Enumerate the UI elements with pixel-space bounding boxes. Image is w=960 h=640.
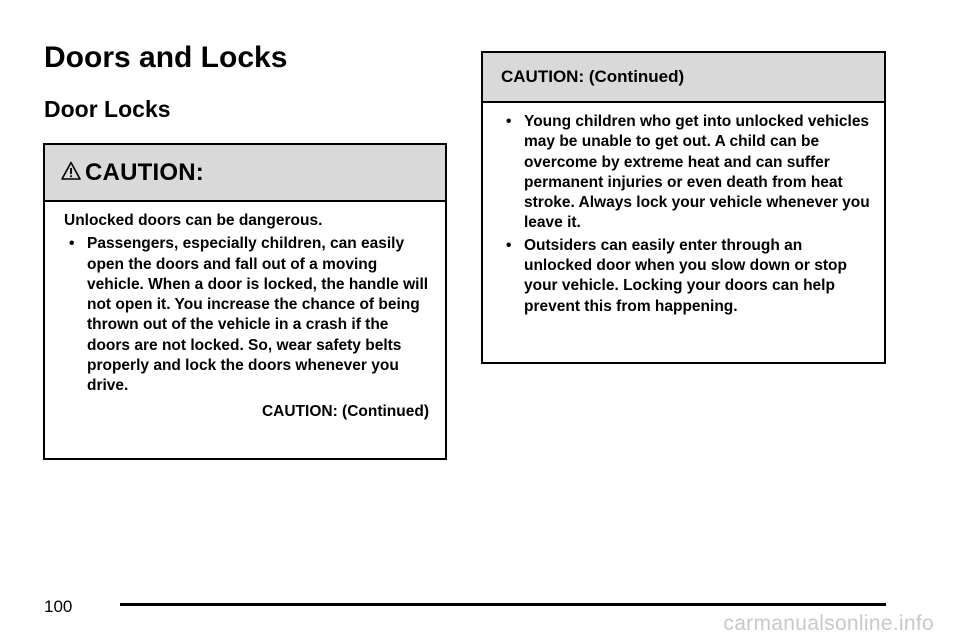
page-number: 100 (44, 597, 73, 616)
list-item-text: Outsiders can easily enter through an unlocked door when you slow down or stop your vehicle. Locking your doors can help prevent this from happening. (524, 236, 847, 315)
bullet-icon: • (506, 236, 512, 254)
section-title: Door Locks (44, 96, 171, 122)
bullet-icon: • (506, 113, 512, 130)
caution-box-left (43, 143, 447, 460)
caution-intro: Unlocked doors can be dangerous. (64, 212, 323, 229)
list-item-text: Young children who get into unlocked vehicles may be unable to get out. A child can be overcome by extreme heat and can suffer permanent injuries or even death from heat stroke. Always lock your vehicle whenever you leave it. (524, 113, 870, 232)
warning-triangle-icon (61, 161, 81, 181)
caution-header (45, 145, 445, 202)
list-item-text: Passengers, especially children, can easily open the doors and fall out of a moving vehicle. When a door is locked, the handle will not open it. You increase the chance of being thrown out of the vehicle in a crash if the doors are not locked. So, wear safety belts properly and lock the doors whenever you drive. (87, 235, 429, 395)
bullet-icon: • (69, 235, 75, 253)
caution-header-continued (483, 53, 884, 103)
caution-bullet-list (64, 234, 431, 396)
footer-divider (120, 603, 886, 606)
caution-box-right (481, 51, 886, 364)
continued-note: CAUTION: (Continued) (261, 402, 429, 420)
list-item (501, 112, 870, 234)
caution-bullet-list (501, 112, 870, 317)
watermark: carmanualsonline.info (723, 612, 934, 635)
caution-body (483, 103, 884, 317)
list-item (64, 234, 431, 396)
caution-header-label: CAUTION: (85, 158, 204, 186)
list-item (501, 236, 870, 317)
caution-body (45, 202, 445, 422)
page-title: Doors and Locks (44, 41, 288, 74)
caution-header-label: CAUTION: (Continued) (501, 67, 685, 86)
